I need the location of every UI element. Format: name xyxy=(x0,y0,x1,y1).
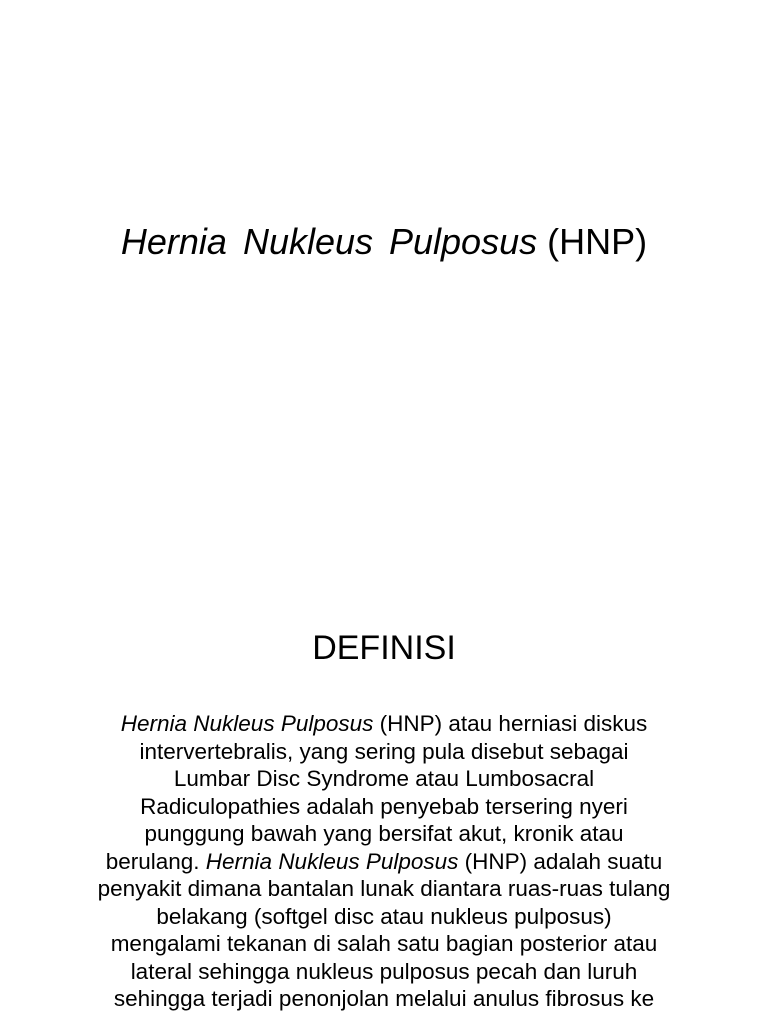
body-line: penyakit dimana bantalan lunak diantara ruas-ruas tulang xyxy=(97,876,671,901)
slide-title-heading xyxy=(0,218,768,266)
body-line: belakang (softgel disc atau nukleus pulposus) xyxy=(156,903,612,929)
italic-term: Hernia Nukleus Pulposus xyxy=(205,848,459,874)
title-abbreviation: (HNP) xyxy=(537,221,648,262)
body-line: Lumbar Disc Syndrome atau Lumbosacral xyxy=(173,766,595,791)
body-line xyxy=(44,848,724,876)
line-text: (HNP) atau herniasi diskus xyxy=(373,711,648,736)
definisi-heading: DEFINISI xyxy=(312,629,456,667)
body-line xyxy=(44,710,724,738)
line-text: berulang. xyxy=(105,848,206,874)
body-line: sehingga terjadi penonjolan melalui anulus fibrosus ke xyxy=(113,986,655,1011)
body-line: mengalami tekanan di salah satu bagian posterior atau xyxy=(110,931,658,956)
definisi-body xyxy=(44,710,724,1013)
italic-term: Hernia Nukleus Pulposus xyxy=(120,711,374,736)
body-line: intervertebralis, yang sering pula disebut sebagai xyxy=(139,738,629,764)
body-line: Radiculopathies adalah penyebab tersering nyeri xyxy=(140,793,628,819)
body-line: lateral sehingga nukleus pulposus pecah dan luruh xyxy=(130,958,638,984)
title-italic-term: Hernia Nukleus Pulposus xyxy=(120,221,538,262)
body-line: punggung bawah yang bersifat akut, kronik atau xyxy=(144,821,624,846)
line-text: (HNP) adalah suatu xyxy=(458,848,663,874)
slide-definisi xyxy=(0,512,768,1024)
